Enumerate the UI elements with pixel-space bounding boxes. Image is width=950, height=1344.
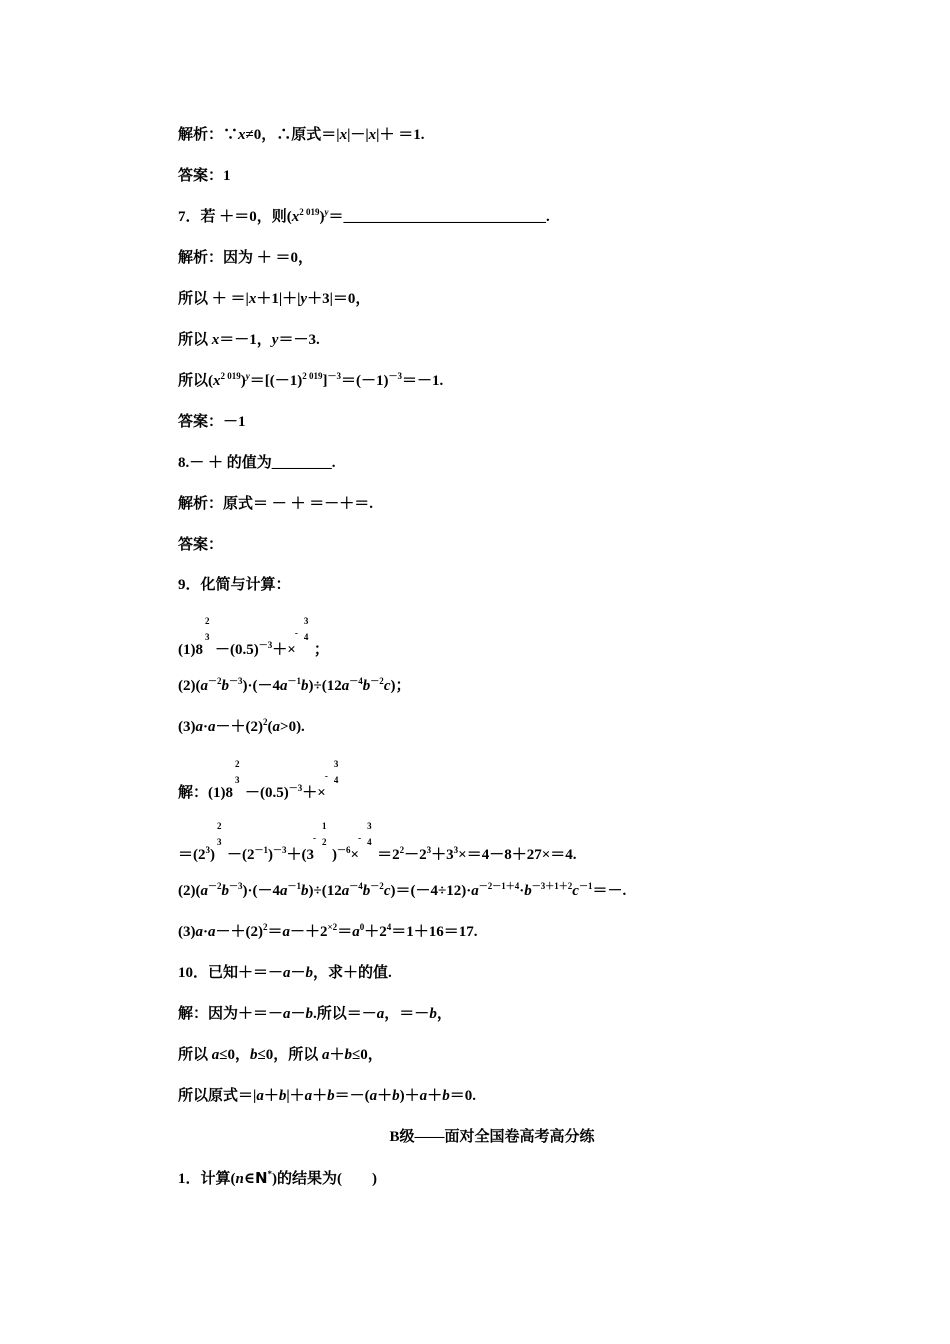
line-4: 解析：因为 ＋ ＝0， <box>178 250 314 266</box>
line-11: 答案： <box>178 537 224 553</box>
line-5: 所以 ＋ ＝|x＋1|＋|y＋3|＝0， <box>178 291 371 307</box>
line-14: $(2)(a^{-2}b^{-3})\cdot(-4a^{-1}b)\div(12a^{-4}b^{-2}c)$； <box>178 676 411 694</box>
line-22: 所以 a≤0，b≤0，所以 a＋b≤0， <box>178 1047 383 1063</box>
line-2: 答案：1 <box>178 168 231 184</box>
label-jiexi: 解析：∵ <box>178 127 239 143</box>
line-6: 所以 x＝－1，y＝－3. <box>178 332 320 348</box>
line-16: 解：(1)8 2 3 $-(0.5)^{-3}+\times$ - 3 4 <box>178 759 339 801</box>
line-7: 所以$(x^{2 019})^y=[(-1)^{2 019}]^{-3}=(-1)^{-3}=-1$. <box>178 371 444 389</box>
line-3: 7．若 ＋＝0，则$(x^{2 019})^y=\_\_\_\_\_\_\_\_\_\_\_\_\_\_\_\_\_\_\_\_\_\_\_\_\_\_\_$. <box>178 207 550 225</box>
line-18: $(2)(a^{-2}b^{-3})\cdot(-4a^{-1}b)\div(12a^{-4}b^{-2}c)=(-4\div 12)\cdot a^{-2-1+4}\cdot b^{-3+1+2}c^{-1}=-$. <box>178 881 627 899</box>
line-25: 1．计算(n∈N*)的结果为( ) <box>178 1169 378 1187</box>
line-10: 解析：原式＝ － ＋ ＝－＋＝. <box>178 496 374 512</box>
line-21: 解：因为＋＝－a－b.所以＝－a，＝－b， <box>178 1006 452 1022</box>
line-15: $(3)a\cdot a-+(2)^2(a>0)$. <box>178 717 305 735</box>
line-8: 答案：－1 <box>178 414 246 430</box>
line-12: 9．化简与计算： <box>178 577 291 593</box>
line-20: 10．已知＋＝－a－b，求＋的值. <box>178 965 392 981</box>
line-19: $(3)a\cdot a-+(2)^2=a-+2^{\times 2}=a^0+2^4=1+16=17$. <box>178 922 478 940</box>
line-9: 8.－ ＋ 的值为________. <box>178 455 336 471</box>
line-17: $=(2^3)$ 2 3 $-(2^{-1})^{-3}+(3$ - 1 2 )$^{-6}$× - 3 4 $=2^2-2^3+3^3\times=4-8+27\times=4$. <box>178 821 577 863</box>
line-1: 解析：∵x≠0，∴原式＝|x|－|x|＋ ＝1. <box>178 127 425 143</box>
line-23: 所以原式＝|a＋b|＋a＋b＝－(a＋b)＋a＋b＝0. <box>178 1088 476 1104</box>
section-heading-b: B级——面对全国卷高考高分练 <box>389 1129 595 1145</box>
line-13: (1)8 2 3 $-(0.5)^{-3}+\times$ - 3 4 ； <box>178 616 329 658</box>
